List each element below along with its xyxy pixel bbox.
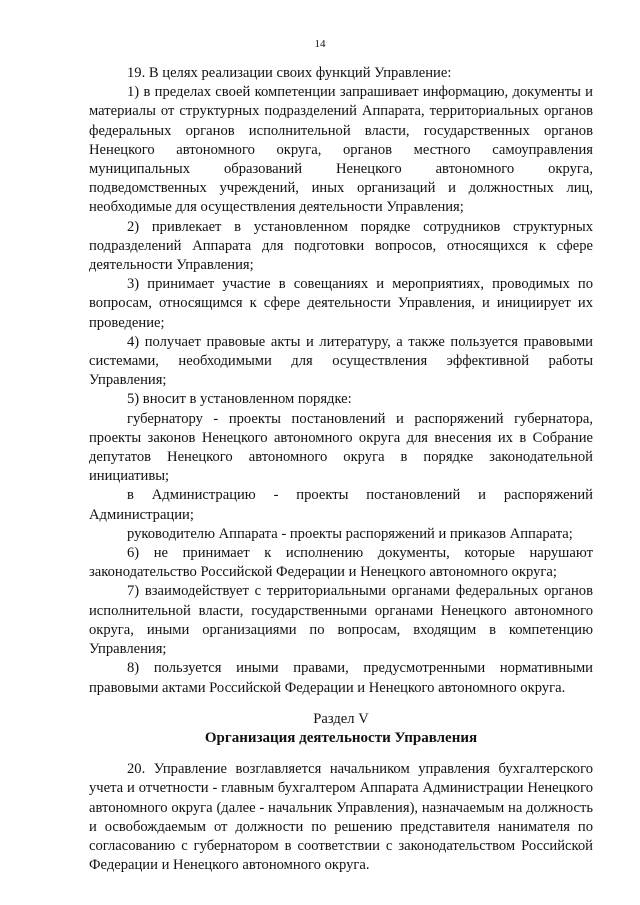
paragraph-item-5-head: руководителю Аппарата - проекты распоряжений и приказов Аппарата; — [127, 525, 573, 542]
page-number: 14 — [314, 38, 326, 50]
paragraph-item-4: 4) получает правовые акты и литературу, а также пользуется правовыми системами, необходимыми для осуществления эффективной работы Управления; — [89, 333, 593, 389]
paragraph-20: 20. Управление возглавляется начальником управления бухгалтерского учета и отчетности - главным бухгалтером Аппарата Администрации Ненецкого автономного округа (далее - начальник Управления), назначаемым на должность и освобождаемым от должности по решению представителя нанимателя по согласованию с губернатором в соответствии с законодательством Российской Федерации и Ненецкого автономного округа. — [89, 761, 593, 874]
paragraph-item-5-governor: губернатору - проекты постановлений и распоряжений губернатора, проекты законов Ненецкого автономного округа для внесения их в Собрание депутатов Ненецкого автономного округа в порядке законодательной инициативы; — [89, 410, 593, 485]
paragraph-item-8: 8) пользуется иными правами, предусмотренными нормативными правовыми актами Российской Федерации и Ненецкого автономного округа. — [89, 660, 593, 696]
section-label: Раздел V — [313, 710, 369, 727]
spacer — [89, 698, 593, 710]
paragraph-item-5-administration: в Администрацию - проекты постановлений и распоряжений Администрации; — [89, 487, 593, 523]
paragraph-item-5: 5) вносит в установленном порядке: — [127, 391, 352, 408]
document-body — [89, 64, 593, 875]
paragraph-item-7: 7) взаимодействует с территориальными органами федеральных органов исполнительной власти, государственными органами Ненецкого автономного округа, иными организациями по вопросам, входящим в компетенцию Управления; — [89, 583, 593, 658]
paragraph-item-2: 2) привлекает в установленном порядке сотрудников структурных подразделений Аппарата для подготовки вопросов, относящихся к сфере деятельности Управления; — [89, 218, 593, 274]
section-title: Организация деятельности Управления — [204, 729, 478, 746]
paragraph-item-3: 3) принимает участие в совещаниях и мероприятиях, проводимых по вопросам, относящимся к сфере деятельности Управления, и инициирует их проведение; — [89, 276, 593, 331]
paragraph-item-1: 1) в пределах своей компетенции запрашивает информацию, документы и материалы от структурных подразделений Аппарата, территориальных органов федеральных органов исполнительной власти, государственных органов Ненецкого автономного округа, органов местного самоуправления муниципальных образований Ненецкого автономного округа, подведомственных учреждений, иных организаций и должностных лиц, необходимые для осуществления деятельности Управления; — [89, 84, 593, 216]
paragraph-item-6: 6) не принимает к исполнению документы, которые нарушают законодательство Российской Федерации и Ненецкого автономного округа; — [89, 545, 593, 581]
paragraph-19-intro: 19. В целях реализации своих функций Управление: — [127, 65, 452, 81]
spacer — [89, 748, 593, 760]
